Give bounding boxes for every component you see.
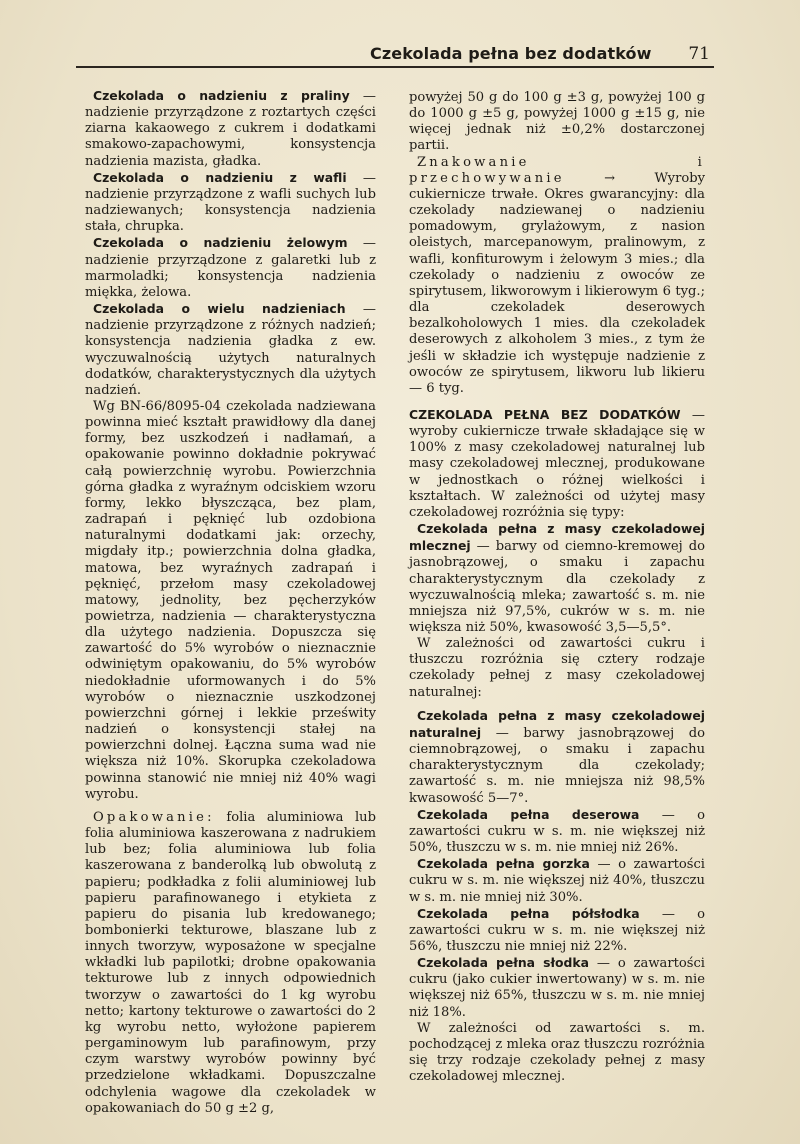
entry-paragraph bbox=[409, 856, 705, 905]
paragraph-text: → Wyroby cukiernicze trwałe. Okres gwarancyjny: dla czekolady nadziewanej o nadzieniu pomadowym, grylażowym, z nasion oleistych, marcepanowym, pralinowym, z wafli, konfiturowym i żelowym 3 mies.; dla czekolady o nadzieniu z owoców ze spirytusem, likworowym i likierowym 6 tyg.; dla czekoladek deserowych bezalkoholowych 1 mies. dla czekoladek deserowych z alkoholem 3 mies., z tym że jeśli w składzie ich występuje nadzienie z owoców ze spirytusem, likworu lub likieru — 6 tyg. bbox=[409, 170, 705, 396]
entry-paragraph bbox=[85, 88, 376, 170]
entry-paragraph bbox=[409, 521, 705, 636]
entry-term: Czekolada o nadzieniu z praliny bbox=[93, 88, 350, 103]
paragraph-text: powyżej 50 g do 100 g ±3 g, powyżej 100 g do 1000 g ±5 g, powyżej 1000 g ±15 g, nie więcej jednak niż ±0,2% dostarczonej partii. bbox=[409, 90, 705, 154]
entry-text: — barwy od ciemno-kremowej do jasnobrązowej, o smaku i zapachu charakterystycznym dla czekolady z wyczuwalnością mleka; zawartość s. m. nie mniejsza niż 97,5%, cukrów w s. m. nie większa niż 50%, kwasowość 3,5—5,5°. bbox=[409, 539, 705, 635]
left-column bbox=[85, 88, 376, 1117]
body-paragraph bbox=[409, 636, 705, 701]
section-heading: CZEKOLADA PEŁNA BEZ DODATKÓW bbox=[409, 406, 681, 422]
entry-text: — nadzienie przyrządzone z roztartych części ziarna kakaowego z cukrem i dodatkami smakowo-zapachowymi, konsystencja nadzienia mazista, gładka. bbox=[85, 89, 376, 169]
entry-text: — o zawartości cukru w s. m. nie większej niż 40%, tłuszczu w s. m. nie mniej niż 30%. bbox=[409, 857, 705, 905]
entry-term: Czekolada pełna półsłodka bbox=[417, 905, 640, 921]
body-paragraph bbox=[409, 90, 705, 155]
body-paragraph bbox=[85, 810, 376, 1117]
header-title: Czekolada pełna bez dodatków bbox=[370, 44, 652, 63]
entry-term: Czekolada pełna słodka bbox=[417, 955, 590, 971]
page-number: 71 bbox=[688, 44, 710, 64]
entry-text: — o zawartości cukru w s. m. nie większej niż 50%, tłuszczu w s. m. nie mniej niż 26%. bbox=[409, 807, 705, 856]
entry-text: — nadzienie przyrządzone z różnych nadzień; konsystencja nadzienia gładka z ew. wyczuwalnością użytych naturalnych dodatków, charakterystycznych dla użytych nadzień. bbox=[85, 302, 376, 398]
entry-term: Czekolada o nadzieniu z wafli bbox=[93, 169, 347, 185]
entry-term: Czekolada pełna deserowa bbox=[417, 806, 640, 822]
paragraph-text: W zależności od zawartości cukru i tłuszczu rozróżnia się cztery rodzaje czekolady pełnej z masy czekoladowej naturalnej: bbox=[409, 636, 705, 700]
entry-term: Czekolada o wielu nadzieniach bbox=[93, 301, 346, 317]
entry-paragraph bbox=[409, 906, 705, 955]
body-paragraph bbox=[409, 1021, 705, 1086]
entry-paragraph bbox=[85, 170, 376, 236]
entry-term: Czekolada pełna z masy czekoladowej mlecznej bbox=[409, 521, 705, 554]
body-paragraph bbox=[85, 399, 376, 803]
spaced-heading: Opakowanie: bbox=[93, 809, 215, 825]
entry-text: — nadzienie przyrządzone z galaretki lub z marmoladki; konsystencja nadzienia miękka, żelowa. bbox=[85, 236, 376, 300]
entry-text: — barwy jasnobrązowej do ciemnobrązowej, o smaku i zapachu charakterystycznym dla czekolady; zawartość s. m. nie mniejsza niż 98,5% kwasowość 5—7°. bbox=[409, 725, 705, 806]
paragraph-text: Wg BN-66/8095-04 czekolada nadziewana powinna mieć kształt prawidłowy dla danej formy, bez uszkodzeń i nadłamań, a opakowanie powinno dokładnie pokrywać całą powierzchnię wyrobu. Powierzchnia górna gładka z wyraźnym odciskiem wzoru formy, lekko błyszcząca, bez plam, zadrapań i pęknięć lub ozdobiona naturalnymi dodatkami jak: orzechy, migdały itp.; powierzchnia dolna gładka, matowa, bez wyraźnych zadrapań i pęknięć, przełom masy czekoladowej matowy, jednolity, bez pęcherzyków powietrza, nadzienia — charakterystyczna dla użytego nadzienia. Dopuszcza się zawartość do 5% wyrobów o nieznacznie odwiniętym opakowaniu, do 5% wyrobów niedokładnie uformowanych i do 5% wyrobów o nieznacznie uszkodzonej powierzchni górnej i lekkie prześwity nadzień o konsystencji stałej na powierzchni dolnej. Łączna suma wad nie większa niż 10%. Skorupka czekoladowa powinna stanowić nie mniej niż 40% wagi wyrobu. bbox=[85, 398, 376, 802]
paragraph-text: W zależności od zawartości s. m. pochodzącej z mleka oraz tłuszczu rozróżnia się trzy rodzaje czekolady pełnej z masy czekoladowej mlecznej. bbox=[409, 1020, 705, 1085]
paragraph-text: folia aluminiowa lub folia aluminiowa kaszerowana z nadrukiem lub bez; folia aluminiowa lub folia kaszerowana z banderolką lub obwolutą z papieru; podkładka z folii aluminiowej lub papieru parafinowanego i etykieta z papieru do pisania lub kredowanego; bombonierki tekturowe, blaszane lub z innych tworzyw, wyposażone w specjalne wkładki lub papilotki; drobne opakowania tekturowe lub z innych odpowiednich tworzyw o zawartości do 1 kg wyrobu netto; kartony tekturowe o zawartości do 2 kg wyrobu netto, wyłożone papierem pergaminowym lub parafinowym, przy czym warstwy wyrobów powinny być przedzielone wkładkami. Dopuszczalne odchylenia wagowe dla czekoladek w opakowaniach do 50 g ±2 g, bbox=[85, 809, 376, 1116]
entry-paragraph bbox=[409, 708, 705, 807]
entry-term: Czekolada pełna gorzka bbox=[417, 856, 590, 872]
spaced-heading: Znakowanie i przechowywanie bbox=[409, 154, 705, 186]
entry-paragraph bbox=[85, 301, 376, 399]
entry-term: Czekolada o nadzieniu żelowym bbox=[93, 235, 348, 251]
entry-text: — o zawartości cukru w s. m. nie większej niż 56%, tłuszczu nie mniej niż 22%. bbox=[409, 906, 705, 954]
entry-term: Czekolada pełna z masy czekoladowej naturalnej bbox=[409, 707, 705, 740]
entry-text: — o zawartości cukru (jako cukier inwertowany) w s. m. nie większej niż 65%, tłuszczu w s. m. nie mniej niż 18%. bbox=[409, 956, 705, 1020]
right-column bbox=[409, 90, 705, 1085]
entry-paragraph bbox=[409, 955, 705, 1021]
header-rule bbox=[76, 66, 714, 68]
entry-paragraph bbox=[409, 807, 705, 856]
entry-text: — nadzienie przyrządzone z wafli suchych lub nadziewanych; konsystencja nadzienia stała, chrupka. bbox=[85, 170, 376, 235]
running-header bbox=[370, 40, 710, 68]
entry-paragraph bbox=[409, 407, 705, 521]
body-paragraph bbox=[409, 155, 705, 397]
entry-text: — wyroby cukiernicze trwałe składające się w 100% z masy czekoladowej naturalnej lub masy czekoladowej mlecznej, produkowane w jednostkach o różnej wielkości i kształtach. W zależności od użytej masy czekoladowej rozróżnia się typy: bbox=[409, 407, 705, 520]
entry-paragraph bbox=[85, 235, 376, 301]
